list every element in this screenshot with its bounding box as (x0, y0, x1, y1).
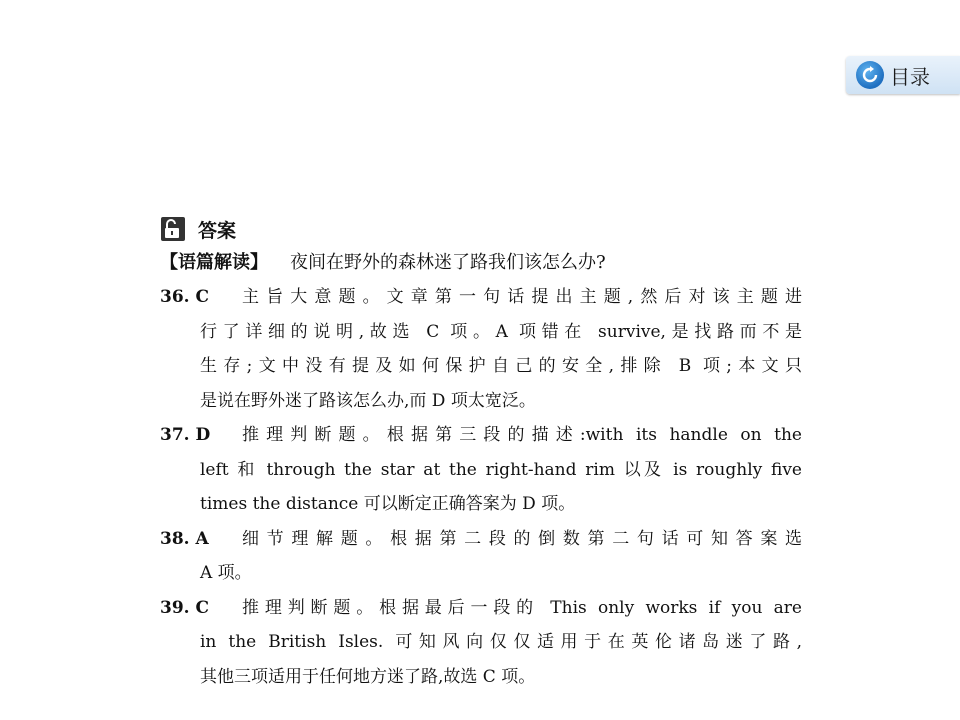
item-line: 推理判断题。根据第三段的描述:with its handle on the (242, 425, 802, 445)
item-line: 是说在野外迷了路该怎么办,而 D 项太宽泛。 (200, 390, 536, 411)
intro-text: 夜间在野外的森林迷了路我们该怎么办? (290, 252, 606, 273)
answer-content (160, 214, 802, 694)
answer-item-39 (160, 591, 802, 695)
item-line: 生存;文中没有提及如何保护自己的安全,排除 B 项;本文只 (200, 356, 802, 376)
item-number: 38. A (160, 528, 209, 549)
intro-line (160, 246, 802, 280)
item-number: 39. C (160, 597, 210, 618)
item-line: times the distance 可以断定正确答案为 D 项。 (200, 494, 576, 514)
answer-heading-text: 答案 (198, 219, 237, 242)
item-line: 其他三项适用于任何地方迷了路,故选 C 项。 (200, 666, 536, 687)
intro-tag: 【语篇解读】 (160, 252, 268, 273)
item-line: 推理判断题。根据最后一段的 This only works if you are (242, 597, 802, 618)
answer-item-38 (160, 522, 802, 591)
item-line: in the British Isles. 可知风向仅仅适用于在英伦诸岛迷了路, (200, 632, 802, 652)
toc-label: 目录 (890, 64, 930, 89)
item-line: 细节理解题。根据第二段的倒数第二句话可知答案选 (242, 528, 802, 549)
item-line: left 和 through the star at the right-hand rim 以及 is roughly five (200, 459, 802, 480)
item-line: 行了详细的说明,故选 C 项。A 项错在 survive,是找路而不是 (200, 321, 802, 342)
item-line: 主旨大意题。文章第一句话提出主题,然后对该主题进 (242, 287, 802, 307)
refresh-icon (856, 61, 884, 89)
item-number: 37. D (160, 425, 211, 445)
unlock-icon (160, 217, 186, 241)
answer-heading (160, 214, 802, 244)
toc-button[interactable] (846, 56, 960, 94)
answer-item-37 (160, 418, 802, 522)
item-number: 36. C (160, 287, 210, 307)
item-line: A 项。 (200, 563, 252, 583)
answer-item-36 (160, 280, 802, 418)
